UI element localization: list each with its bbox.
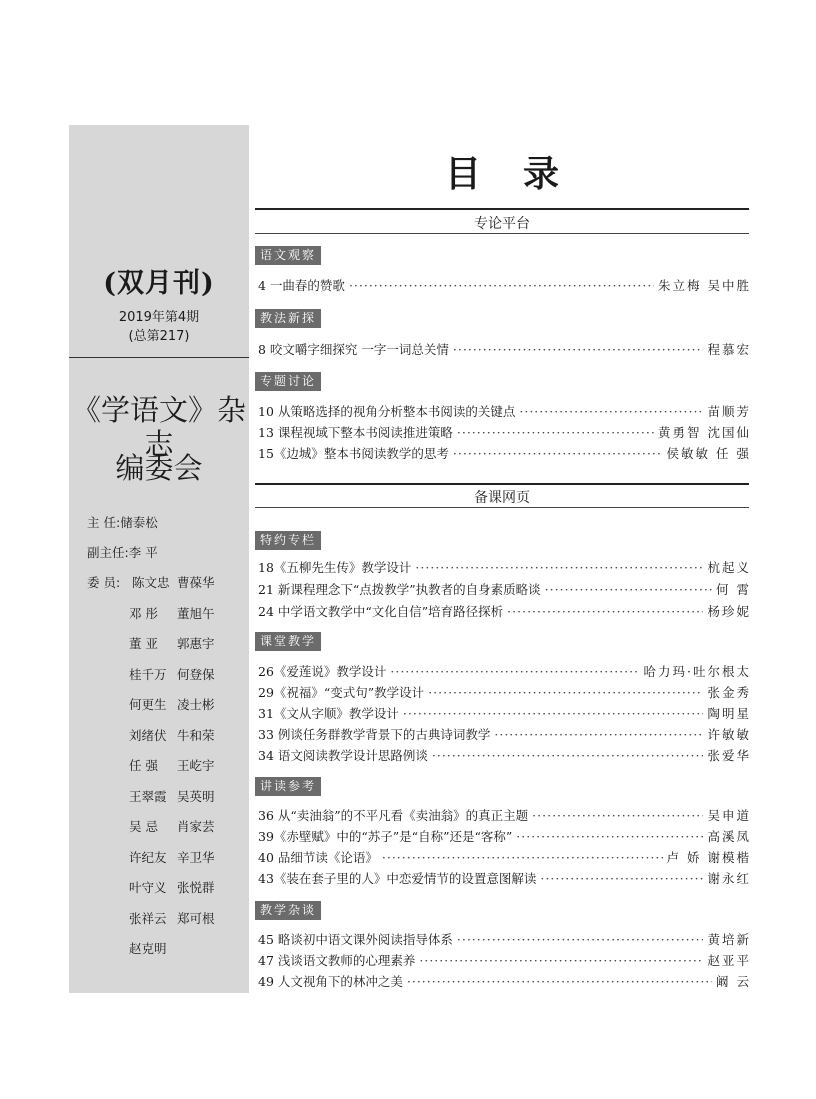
board-member-name: 许纪友 [129,849,167,865]
entry-author: 张爱华 [707,748,751,763]
section-heading: 专论平台 [474,216,530,232]
toc-entry[interactable] [258,828,751,846]
page-title: 目录 [444,154,601,195]
board-member-name: 刘绪伏 [129,727,167,743]
toc-entry[interactable] [258,603,751,621]
entry-author: 赵亚平 [707,953,751,968]
deputy-line [87,543,158,561]
board-member-name: 张悦群 [177,880,215,895]
board-member-name: 任 强 [129,758,158,773]
entry-author: 何 霄 [716,582,751,597]
chief-line [87,513,158,531]
toc-entry[interactable] [258,445,751,463]
board-member-name: 吴英明 [177,788,215,804]
entry-author: 谢永红 [707,871,751,886]
board-member-name: 叶守义 [129,880,167,895]
dot-leader [432,747,704,765]
toc-entry[interactable] [258,726,751,744]
entry-title: 36 从“卖油翁”的不平凡看《卖油翁》的真正主题 [258,808,529,823]
entry-author: 陶明星 [707,706,751,721]
deputy-name: 李 平 [128,545,158,560]
column-tag: 讲读参考 [255,777,321,796]
dot-leader [419,952,703,970]
board-member-name: 张祥云 [129,910,167,926]
editorial-board-heading: 编委会 [115,451,203,485]
dot-leader [519,403,703,421]
sidebar-panel [69,125,249,993]
entry-title: 21 新课程理念下“点拨教学”执教者的自身素质略谈 [258,582,541,597]
board-member-name: 赵克明 [129,941,167,956]
dot-leader [453,341,704,359]
board-member-name: 王屹宇 [177,758,215,773]
entry-title: 13 课程视域下整本书阅读推进策略 [258,425,453,440]
section-top-rule [255,483,749,485]
members-label: 委 员: [87,575,121,590]
entry-author: 高溪凤 [707,829,751,844]
section-bottom-rule [255,233,749,234]
dot-leader [494,726,703,744]
toc-entry[interactable] [258,277,751,295]
sidebar-divider [69,357,249,358]
entry-title: 47 浅谈语文教师的心理素养 [258,953,416,968]
toc-entry[interactable] [258,870,751,888]
dot-leader [457,931,704,949]
toc-entry[interactable] [258,747,751,765]
board-member-name: 凌士彬 [177,697,215,712]
publication-frequency: (双月刊) [103,268,215,299]
dot-leader [453,445,663,463]
entry-author: 许敏敏 [707,727,751,742]
column-tag: 教法新探 [255,309,321,328]
deputy-label: 副主任: [87,545,129,560]
board-member-name: 董旭午 [177,605,215,621]
chief-label: 主 任: [87,515,121,530]
dot-leader [349,277,654,295]
toc-entry[interactable] [258,424,751,442]
toc-entry[interactable] [258,684,751,702]
entry-title: 8 咬文嚼字细探究 一字一词总关情 [258,342,449,357]
entry-author: 朱立梅 吴中胜 [658,278,751,293]
toc-entry[interactable] [258,931,751,949]
dot-leader [382,849,663,867]
column-tag: 教学杂谈 [255,901,321,920]
dot-leader [545,581,712,599]
board-member-name: 何更生 [129,697,167,712]
toc-entry[interactable] [258,705,751,723]
column-tag: 专题讨论 [255,372,321,391]
board-member-name: 牛和荣 [177,727,215,743]
entry-author: 黄培新 [707,932,751,947]
entry-title: 15《边城》整本书阅读教学的思考 [258,446,449,461]
section-bottom-rule [255,507,749,508]
dot-leader [390,663,639,681]
entry-author: 张金秀 [707,685,751,700]
entry-author: 侯敏敏 任 强 [666,446,751,461]
entry-author: 苗顺芳 [707,404,751,419]
dot-leader [407,973,712,991]
entry-title: 49 人文视角下的林冲之美 [258,974,403,989]
entry-title: 34 语文阅读教学设计思路例谈 [258,748,428,763]
board-member-name: 肖家芸 [177,819,215,834]
board-member-name: 桂千万 [129,666,167,682]
entry-title: 43《装在套子里的人》中恋爱情节的设置意图解读 [258,871,537,886]
dot-leader [507,603,703,621]
board-member-name: 董 亚 [129,636,158,651]
chief-name: 储泰松 [120,515,158,530]
board-member-name: 辛卫华 [177,849,215,865]
entry-author: 阚 云 [716,974,751,989]
entry-title: 31《文从字顺》教学设计 [258,706,399,721]
board-member-name: 王翠霞 [129,788,167,804]
entry-title: 33 例谈任务群教学背景下的古典诗词教学 [258,727,491,742]
entry-title: 26《爱莲说》教学设计 [258,664,387,679]
dot-leader [415,559,703,577]
toc-entry[interactable] [258,663,751,681]
issue-number: 2019年第4期 [118,310,200,325]
entry-author: 黄勇智 沈国仙 [658,425,751,440]
entry-title: 39《赤壁赋》中的“苏子”是“自称”还是“客称” [258,829,513,844]
entry-title: 24 中学语文教学中“文化自信”培育路径探析 [258,604,504,619]
toc-entry[interactable] [258,581,751,599]
dot-leader [403,705,704,723]
dot-leader [532,807,703,825]
entry-author: 卢 娇 谢模楷 [666,850,751,865]
toc-entry[interactable] [258,559,751,577]
section-top-rule [255,208,749,210]
entry-author: 哈力玛·吐尔根太 [643,664,751,679]
dot-leader [516,828,703,846]
entry-title: 4 一曲春的赞歌 [258,278,345,293]
board-member-name: 郑可根 [177,910,215,926]
dot-leader [457,424,654,442]
column-tag: 课堂教学 [255,632,321,651]
section-heading: 备课网页 [474,490,530,506]
entry-title: 10 从策略选择的视角分析整本书阅读的关键点 [258,404,516,419]
board-member-name: 陈文忠 [132,575,170,590]
toc-entry[interactable] [258,341,751,359]
entry-author: 程慕宏 [707,342,751,357]
entry-title: 40 品细节读《论语》 [258,850,378,865]
column-tag: 特约专栏 [255,531,321,550]
toc-entry[interactable] [258,973,751,991]
board-member-name: 曹葆华 [177,575,215,590]
dot-leader [428,684,703,702]
board-member-name: 何登保 [177,666,215,682]
entry-title: 18《五柳先生传》教学设计 [258,560,412,575]
toc-entry[interactable] [258,952,751,970]
board-member-name: 郭惠宇 [177,636,215,651]
board-member-name: 邓 彤 [129,605,158,621]
magazine-name: 《学语文》杂志 [71,393,246,461]
total-issue-number: (总第217) [128,329,190,344]
entry-author: 吴申道 [707,808,751,823]
toc-entry[interactable] [258,849,751,867]
entry-title: 29《祝福》“变式句”教学设计 [258,685,425,700]
entry-author: 杨珍妮 [707,604,751,619]
board-member-name: 吴 忌 [129,819,158,834]
toc-entry[interactable] [258,403,751,421]
dot-leader [540,870,703,888]
entry-title: 45 略谈初中语文课外阅读指导体系 [258,932,453,947]
column-tag: 语文观察 [255,246,321,265]
entry-author: 杭起义 [707,560,751,575]
toc-entry[interactable] [258,807,751,825]
